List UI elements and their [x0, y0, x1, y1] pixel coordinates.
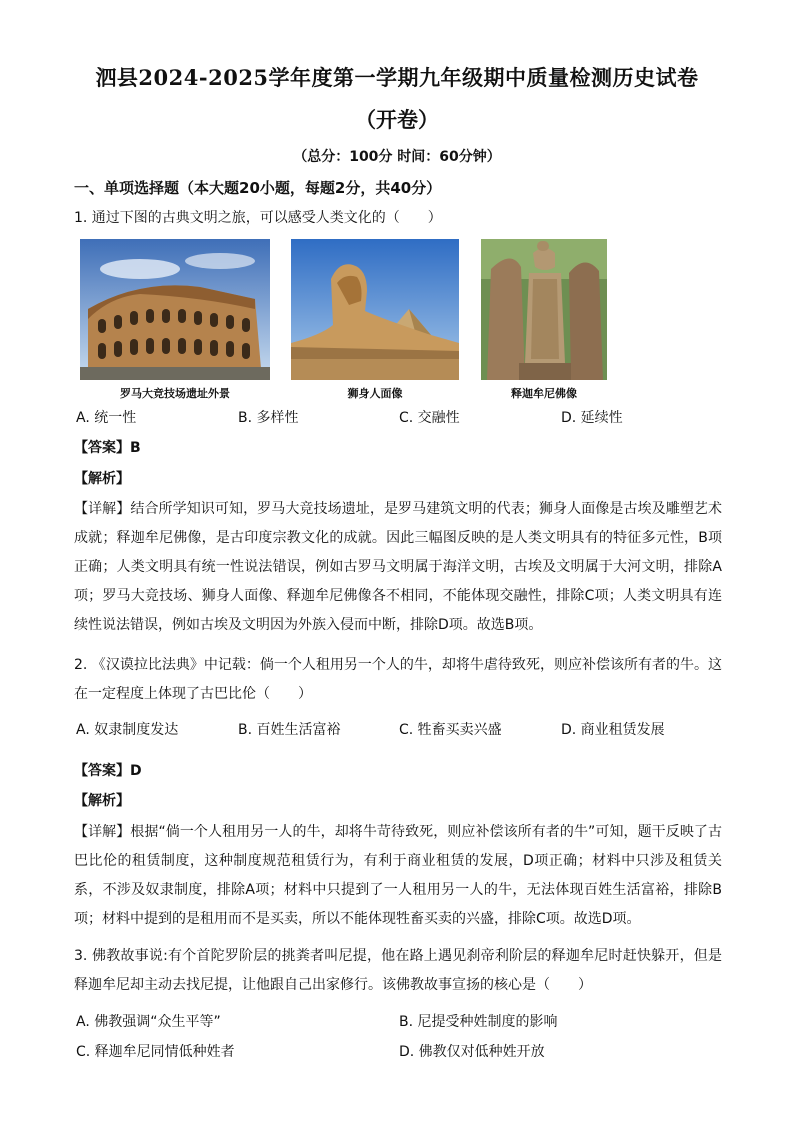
sphinx-caption: 狮身人面像 — [347, 387, 403, 400]
q3-option-c[interactable]: C. 释迦牟尼同情低种姓者 — [76, 1044, 235, 1060]
q2-option-b[interactable]: B. 百姓生活富裕 — [238, 722, 341, 738]
q1-option-b[interactable]: B. 多样性 — [238, 410, 299, 426]
exam-subtitle: （开卷） — [355, 107, 439, 132]
q1-analysis-label: 【解析】 — [74, 471, 130, 487]
q2-detail: 【详解】根据“倘一个人租用另一人的牛，却将牛苛待致死，则应补偿该所有者的牛”可知，题干反映了古巴比伦的租赁制度，这种制度规范租赁行为，有利于商业租赁的发展，D项正确；材料中只涉及租赁关系，不涉及奴隶制度，排除A项；材料中只提到了一人租用另一人的牛，无法体现百姓生活富裕，排除B项；材料中提到的是租用而不是买卖，所以不能体现牲畜买卖的兴盛，排除C项。故选D项。 — [74, 824, 722, 927]
q2-stem: 2. 《汉谟拉比法典》中记载：倘一个人租用另一个人的牛，却将牛虐待致死，则应补偿该所有者的牛。这在一定程度上体现了古巴比伦（ ） — [74, 657, 722, 702]
buddha-statue-image — [481, 239, 607, 384]
q2-option-c[interactable]: C. 牲畜买卖兴盛 — [399, 722, 502, 738]
q3-option-a[interactable]: A. 佛教强调“众生平等” — [76, 1014, 221, 1030]
q3-option-d[interactable]: D. 佛教仅对低种姓开放 — [399, 1044, 545, 1060]
buddha-caption: 释迦牟尼佛像 — [511, 387, 577, 400]
exam-title: 泗县2024-2025学年度第一学期九年级期中质量检测历史试卷 — [95, 65, 699, 90]
q1-detail: 【详解】结合所学知识可知，罗马大竞技场遗址，是罗马建筑文明的代表；狮身人面像是古埃及雕塑艺术成就；释迦牟尼佛像，是古印度宗教文化的成就。因此三幅图反映的是人类文明具有的特征多元性，B项正确；人类文明具有统一性说法错误，例如古罗马文明属于海洋文明，古埃及文明属于大河文明，排除A项；罗马大竞技场、狮身人面像、释迦牟尼佛像各不相同，不能体现交融性，排除C项；人类文明具有连续性说法错误，例如古埃及文明因为外族入侵而中断，排除D项。故选B项。 — [74, 501, 722, 633]
q1-option-d[interactable]: D. 延续性 — [561, 410, 623, 426]
colosseum-caption: 罗马大竞技场遗址外景 — [120, 387, 230, 400]
exam-meta: （总分：100分 时间：60分钟） — [293, 149, 501, 165]
colosseum-image — [80, 239, 270, 384]
q3-option-b[interactable]: B. 尼提受种姓制度的影响 — [399, 1014, 558, 1030]
sphinx-image — [291, 239, 459, 384]
q2-analysis-label: 【解析】 — [74, 793, 130, 809]
q2-answer: 【答案】D — [74, 763, 142, 779]
q1-option-a[interactable]: A. 统一性 — [76, 410, 137, 426]
q2-option-d[interactable]: D. 商业租赁发展 — [561, 722, 665, 738]
q3-stem: 3. 佛教故事说:有个首陀罗阶层的挑粪者叫尼提，他在路上遇见刹帝利阶层的释迦牟尼时赶快躲开，但是释迦牟尼却主动去找尼提，让他跟自己出家修行。该佛教故事宣扬的核心是（ ） — [74, 948, 722, 993]
section-heading: 一、单项选择题（本大题20小题，每题2分，共40分） — [74, 179, 442, 197]
q1-stem: 1. 通过下图的古典文明之旅，可以感受人类文化的（ ） — [74, 210, 442, 226]
q1-option-c[interactable]: C. 交融性 — [399, 410, 460, 426]
q2-option-a[interactable]: A. 奴隶制度发达 — [76, 722, 179, 738]
q1-answer: 【答案】B — [74, 440, 141, 456]
